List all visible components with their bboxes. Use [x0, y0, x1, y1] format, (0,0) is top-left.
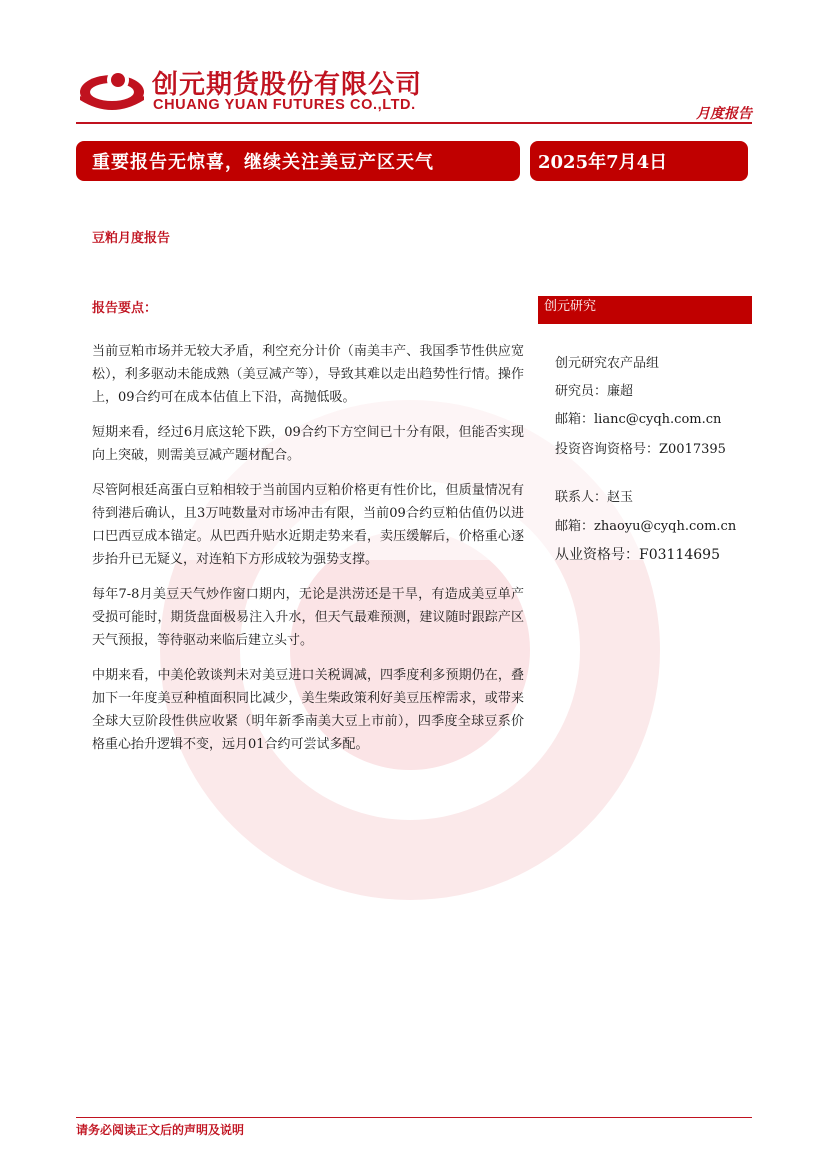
- contact-license: 从业资格号：F03114695: [555, 547, 720, 563]
- report-title: 重要报告无惊喜，继续关注美豆产区天气: [92, 152, 434, 173]
- key-points-heading: 报告要点：: [92, 301, 158, 316]
- researcher-name: 研究员：廉超: [555, 384, 634, 399]
- paragraph-5: 中期来看，中美伦敦谈判未对美豆进口关税调减，四季度利多预期仍在，叠加下一年度美豆种植面积同比减少，美生柴政策利好美豆压榨需求，或带来全球大豆阶段性供应收紧（明年新季南美大豆上市前），四季度全球豆系价格重心抬升逻辑不变，远月01合约可尝试多配。: [92, 668, 524, 752]
- report-date: 2025年7月4日: [538, 152, 668, 173]
- header-divider: [76, 122, 752, 124]
- paragraph-2: 短期来看，经过6月底这轮下跌，09合约下方空间已十分有限，但能否实现向上突破，则需美豆减产题材配合。: [92, 425, 524, 463]
- report-body: [92, 340, 524, 768]
- company-name-en: CHUANG YUAN FUTURES CO.,LTD.: [153, 97, 416, 113]
- report-type-label: 月度报告: [696, 106, 752, 122]
- contact-email[interactable]: 邮箱：zhaoyu@cyqh.com.cn: [555, 519, 737, 534]
- researcher-license: 投资咨询资格号：Z0017395: [555, 442, 726, 457]
- contact-person: 联系人：赵玉: [555, 490, 634, 505]
- company-name-cn: 创元期货股份有限公司: [152, 70, 423, 100]
- report-date-banner: [530, 141, 748, 181]
- research-group: 创元研究农产品组: [555, 356, 660, 371]
- paragraph-3: 尽管阿根廷高蛋白豆粕相较于当前国内豆粕价格更有性价比，但质量情况有待到港后确认，且3万吨数量对市场冲击有限，当前09合约豆粕估值仍以进口巴西豆成本锚定。从巴西升贴水近期走势来看，卖压缓解后，价格重心逐步抬升已无疑义，对连粕下方形成较为强势支撑。: [92, 483, 524, 567]
- disclaimer-note[interactable]: 请务必阅读正文后的声明及说明: [76, 1123, 245, 1137]
- company-logo-icon: [76, 66, 146, 112]
- paragraph-1: 当前豆粕市场并无较大矛盾，利空充分计价（南美丰产、我国季节性供应宽松），利多驱动未能成熟（美豆减产等），导致其难以走出趋势性行情。操作上，09合约可在成本估值上下沿，高抛低吸。: [92, 344, 524, 405]
- paragraph-4: 每年7-8月美豆天气炒作窗口期内，无论是洪涝还是干旱，有造成美豆单产受损可能时，期货盘面极易注入升水，但天气最难预测，建议随时跟踪产区天气预报，等待驱动来临后建立头寸。: [92, 587, 524, 648]
- section-label: 豆粕月度报告: [92, 231, 171, 246]
- report-title-banner: [76, 141, 520, 181]
- researcher-email[interactable]: 邮箱：lianc@cyqh.com.cn: [555, 412, 722, 427]
- footer-divider: [76, 1117, 752, 1118]
- sidebar-header: 创元研究: [538, 296, 752, 324]
